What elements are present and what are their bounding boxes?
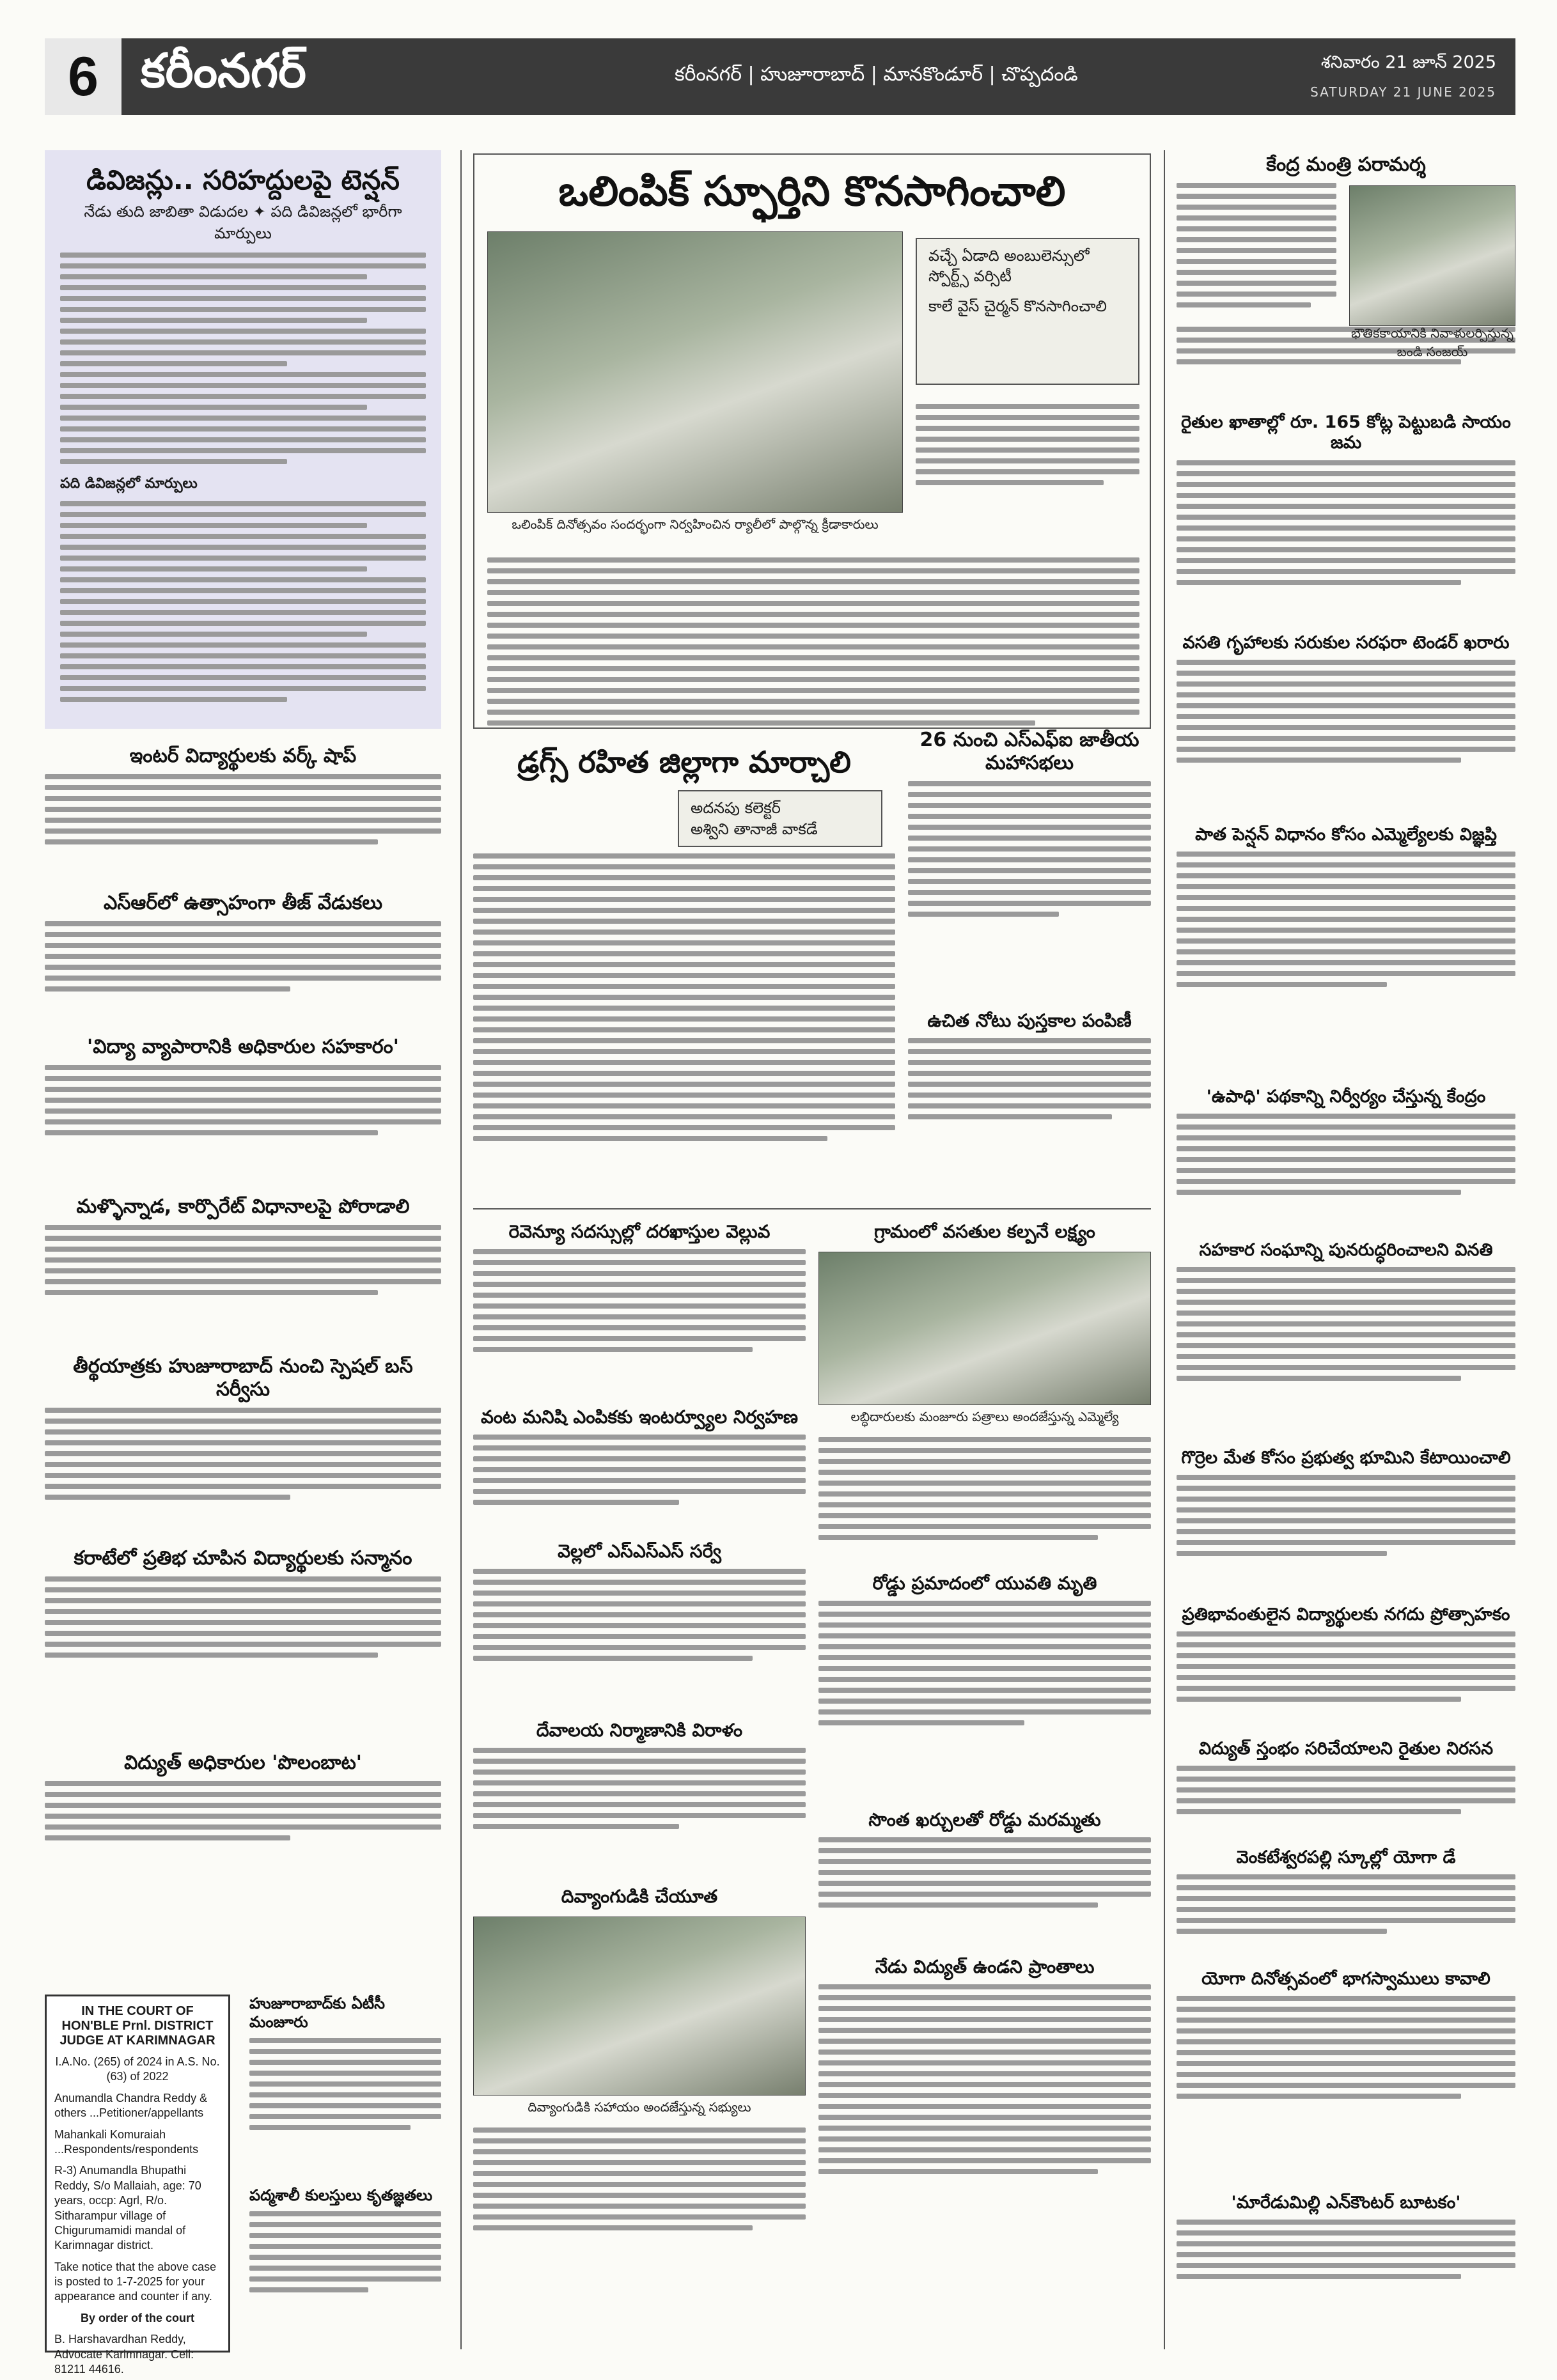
news-item [818, 1956, 1151, 2174]
news-headline: వెంకటేశ్వరపల్లి స్కూల్లో యోగా డే [1236, 1847, 1456, 1867]
news-item [1177, 2193, 1515, 2279]
news-item [473, 1720, 806, 1829]
news-photo [1349, 185, 1515, 359]
court-petitioner: Anumandla Chandra Reddy & others ...Petitioner/appellants [54, 2091, 208, 2120]
news-headline: విద్యుత్ అధికారుల 'పొలంబాట' [124, 1752, 362, 1774]
news-photo [818, 1252, 1151, 1424]
news-item [818, 1221, 1151, 1540]
highlight-point: వచ్చే ఏడాది అంబులెన్సులో స్పోర్ట్స్ వర్సిటీ [928, 247, 1090, 286]
news-item [1177, 1605, 1515, 1702]
highlight-point: అశ్విని తానాజీ వాకడే [691, 820, 818, 838]
news-item [1177, 825, 1515, 987]
news-headline: విద్యుత్ స్తంభం సరిచేయాలని రైతుల నిరసన [1198, 1739, 1494, 1759]
news-item [1177, 1448, 1515, 1556]
news-item [45, 1752, 441, 1840]
news-headline: వెల్లలో ఎస్ఎస్ఎస్ సర్వే [558, 1541, 721, 1562]
news-headline: సహకార సంఘాన్ని పునరుద్ధరించాలని వినతి [1199, 1240, 1493, 1260]
news-headline: సొంత ఖర్చులతో రోడ్డు మరమ్మతు [868, 1809, 1101, 1830]
court-order: By order of the court [80, 2311, 194, 2324]
news-item [473, 1221, 806, 1352]
news-headline: నేడు విద్యుత్ ఉండని ప్రాంతాలు [875, 1956, 1095, 1977]
news-item [908, 1010, 1151, 1119]
lead-highlights [916, 238, 1139, 385]
news-headline: వంట మనిషి ఎంపికకు ఇంటర్వ్యూల నిర్వహణ [480, 1406, 799, 1427]
court-notice-text: Take notice that the above case is posted to 1-7-2025 for your appearance and counter if any. [54, 2260, 217, 2303]
news-item [473, 745, 895, 1141]
news-item [1177, 1739, 1515, 1814]
court-advocate: B. Harshavardhan Reddy, Advocate Karimnagar. Cell: 81211 44616. [54, 2333, 194, 2376]
news-headline: 'ఉపాధి' పథకాన్ని నిర్వీర్యం చేస్తున్న కేంద్రం [1206, 1087, 1486, 1107]
news-headline: పద్మశాలీ కులస్తులు కృతజ్ఞతలు [249, 2186, 433, 2204]
column-divider [1164, 150, 1165, 2349]
news-item [473, 1541, 806, 1661]
news-headline: రైతుల ఖాతాల్లో రూ. 165 కోట్ల పెట్టుబడి సాయం జమ [1181, 412, 1511, 453]
court-case-number: I.A.No. (265) of 2024 in A.S. No. (63) of 2022 [55, 2055, 220, 2083]
news-item [1177, 1847, 1515, 1934]
court-addressee: R-3) Anumandla Bhupathi Reddy, S/o Mallaiah, age: 70 years, occp: Agrl, R/o. Sitharampur village of Chigurumamidi mandal of Karimnagar district. [54, 2164, 201, 2252]
news-headline: హుజూరాబాద్‌కు ఏటీసీ మంజూరు [249, 1995, 386, 2031]
news-headline: వసతి గృహాలకు సరుకుల సరఫరా టెండర్ ఖరారు [1182, 633, 1510, 653]
news-headline: మళ్ళొన్నాడ, కార్పొరేట్ విధానాలపై పోరాడాలి [76, 1195, 410, 1218]
lead-article [473, 153, 1151, 729]
news-item [45, 1195, 441, 1295]
news-headline: ప్రతిభావంతులైన విద్యార్థులకు నగదు ప్రోత్సాహకం [1182, 1605, 1510, 1624]
news-item [818, 1809, 1151, 1908]
news-item [1177, 153, 1515, 364]
date-english: SATURDAY 21 JUNE 2025 [1310, 84, 1496, 100]
news-headline: 26 నుంచి ఎస్ఎఫ్ఐ జాతీయ మహాసభలు [919, 729, 1139, 774]
article-subhead: పది డివిజన్లలో మార్పులు [60, 476, 198, 492]
article-headline: డివిజన్లు.. సరిహద్దులపై టెన్షన్ [86, 164, 400, 196]
section-divider [473, 1208, 1151, 1209]
page-title: కరీంనగర్ [141, 43, 306, 98]
news-item [45, 1355, 441, 1500]
news-headline: ఇంటర్ విద్యార్థులకు వర్క్ షాప్ [129, 745, 357, 767]
news-photo [473, 1917, 806, 2115]
article-body [60, 253, 426, 464]
news-item [1177, 1969, 1515, 2099]
news-headline: ఎస్ఆర్‌లో ఉత్సాహంగా తీజ్ వేడుకలు [104, 892, 382, 914]
article-body-continued [60, 501, 426, 702]
news-headline: గొర్రెల మేత కోసం ప్రభుత్వ భూమిని కేటాయించాలి [1181, 1448, 1511, 1468]
news-headline: దివ్యాంగుడికి చేయూత [561, 1886, 718, 1907]
column-divider [460, 150, 462, 2349]
article-subheadline: నేడు తుది జాబితా విడుదల ✦ పది డివిజన్లలో భారీగా మార్పులు [84, 203, 402, 243]
news-item [45, 745, 441, 844]
news-item [908, 729, 1151, 917]
news-headline: పాత పెన్షన్ విధానం కోసం ఎమ్మెల్యేలకు విజ్ఞప్తి [1195, 825, 1497, 844]
highlight-point: కాలే వైస్ చైర్మన్ కొనసాగించాలి [928, 297, 1107, 315]
news-headline: డ్రగ్స్ రహిత జిల్లాగా మార్చాలి [517, 745, 851, 779]
photo-caption: లబ్ధిదారులకు మంజూరు పత్రాలు అందజేస్తున్న ఎమ్మెల్యే [850, 1408, 1119, 1424]
news-item [1177, 1087, 1515, 1195]
lead-left-article [45, 150, 441, 729]
news-item [45, 1036, 441, 1135]
date-telugu: శనివారం 21 జూన్ 2025 [1320, 52, 1496, 72]
page-number: 6 [45, 38, 121, 115]
news-item [1177, 1240, 1515, 1381]
news-headline: కరాటేలో ప్రతిభ చూపిన విద్యార్థులకు సన్మానం [74, 1547, 412, 1569]
news-headline: గ్రామంలో వసతుల కల్పనే లక్ష్యం [874, 1221, 1095, 1242]
news-headline: ఉచిత నోటు పుస్తకాల పంపిణీ [927, 1010, 1132, 1031]
news-item [818, 1573, 1151, 1725]
news-item [1177, 633, 1515, 763]
highlight-point: అదనపు కలెక్టర్ [691, 799, 781, 818]
news-headline: 'మారేడుమిల్లి ఎన్‌కౌంటర్ బూటకం' [1231, 2193, 1461, 2213]
article-highlights [678, 790, 882, 847]
news-headline: రెవెన్యూ సదస్సుల్లో దరఖాస్తుల వెల్లువ [508, 1221, 771, 1242]
news-headline: యోగా దినోత్సవంలో భాగస్వాములు కావాలి [1201, 1969, 1490, 1989]
lead-headline: ఒలింపిక్ స్ఫూర్తిని కొనసాగించాలి [558, 168, 1066, 215]
photo-caption: భౌతికకాయానికి నివాళులర్పిస్తున్న బండి సంజయ్ [1350, 325, 1514, 359]
masthead [45, 38, 1515, 115]
news-headline: 'విద్యా వ్యాపారానికి అధికారుల సహకారం' [87, 1036, 399, 1058]
news-item [473, 1886, 806, 2230]
news-item [1177, 412, 1515, 585]
court-title: IN THE COURT OF HON'BLE Prnl. DISTRICT JUDGE AT KARIMNAGAR [59, 2004, 215, 2048]
news-headline: కేంద్ర మంత్రి పరామర్శ [1266, 153, 1426, 176]
photo-caption: ఒలింపిక్ దినోత్సవం సందర్భంగా నిర్వహించిన ర్యాలీలో పాల్గొన్న క్రీడాకారులు [512, 517, 879, 532]
news-headline: తీర్థయాత్రకు హుజూరాబాద్ నుంచి స్పెషల్ బస్ సర్వీసు [73, 1355, 413, 1401]
news-item [249, 1995, 441, 2130]
news-item [45, 892, 441, 992]
lead-photo [487, 231, 903, 532]
court-notice [45, 1995, 230, 2376]
news-item [249, 2186, 441, 2292]
court-respondent: Mahankali Komuraiah ...Respondents/respondents [54, 2127, 199, 2156]
photo-caption: దివ్యాంగుడికి సహాయం అందజేస్తున్న సభ్యులు [528, 2099, 751, 2115]
news-headline: రోడ్డు ప్రమాదంలో యువతి మృతి [872, 1573, 1097, 1594]
news-item [473, 1406, 806, 1505]
region-list: కరీంనగర్ | హుజూరాబాద్ | మానకొండూర్ | చొప్పదండి [675, 63, 1078, 86]
news-headline: దేవాలయ నిర్మాణానికి విరాళం [536, 1720, 743, 1741]
news-item [45, 1547, 441, 1658]
